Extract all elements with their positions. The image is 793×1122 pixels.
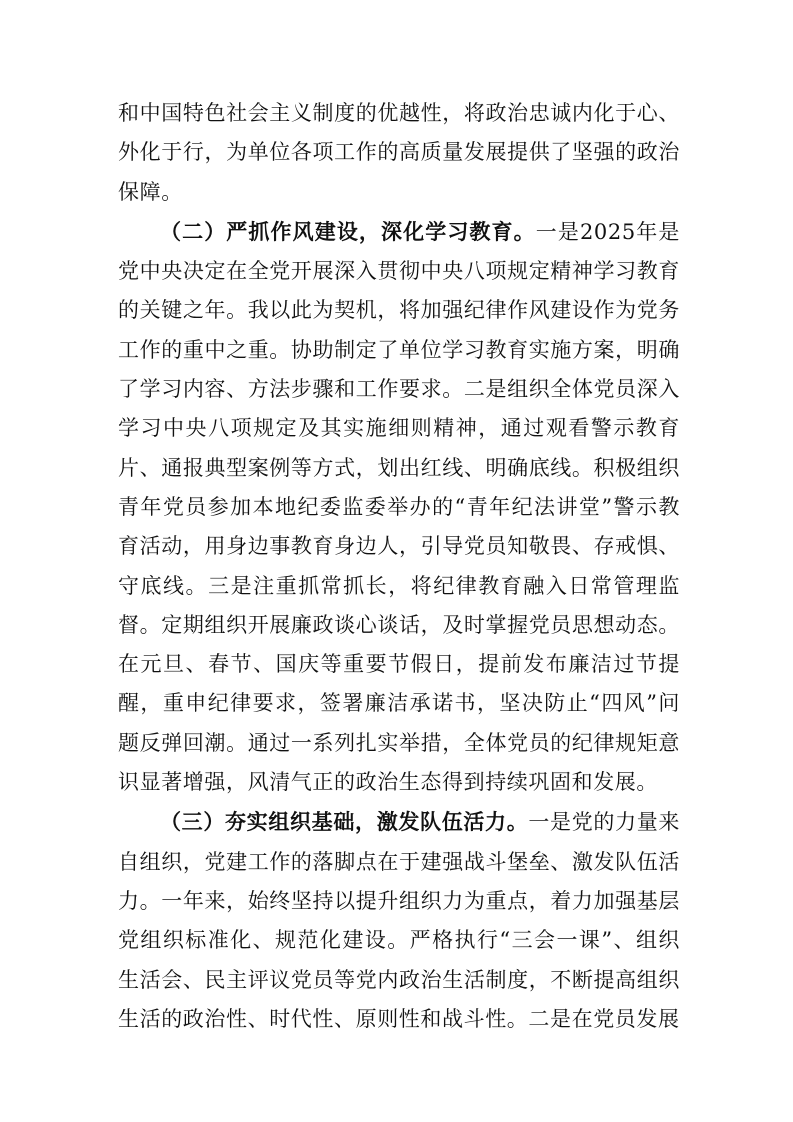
paragraph-3-text: 一是党的力量来自组织，党建工作的落脚点在于建强战斗堡垒、激发队伍活力。一年来，始终坚持以提升组织力为重点，着力加强基层党组织标准化、规范化建设。严格执行“三会一课”、组织生活会、民主评议党员等党内政治生活制度，不断提高组织生活的政治性、时代性、原则性和战斗性。二是在党员发展 [118,810,681,1031]
section-heading-3: （三）夯实组织基础，激发队伍活力。 [160,809,529,835]
paragraph-1-text: 和中国特色社会主义制度的优越性，将政治忠诚内化于心、外化于行，为单位各项工作的高质量发展提供了坚强的政治保障。 [118,101,680,204]
paragraph-2 [118,212,680,802]
paragraph-1 [118,94,680,212]
paragraph-2-text: 一是2025年是党中央决定在全党开展深入贯彻中央八项规定精神学习教育的关键之年。我以此为契机，将加强纪律作风建设作为党务工作的重中之重。协助制定了单位学习教育实施方案，明确了学习内容、方法步骤和工作要求。二是组织全体党员深入学习中央八项规定及其实施细则精神，通过观看警示教育片、通报典型案例等方式，划出红线、明确底线。积极组织青年党员参加本地纪委监委举办的“青年纪法讲堂”警示教育活动，用身边事教育身边人，引导党员知敬畏、存戒惧、守底线。三是注重抓常抓长，将纪律教育融入日常管理监督。定期组织开展廉政谈心谈话，及时掌握党员思想动态。在元旦、春节、国庆等重要节假日，提前发布廉洁过节提醒，重申纪律要求，签署廉洁承诺书，坚决防止“四风”问题反弹回潮。通过一系列扎实举措，全体党员的纪律规矩意识显著增强，风清气正的政治生态得到持续巩固和发展。 [118,219,681,795]
document-page [118,94,680,1039]
paragraph-3 [118,802,680,1039]
section-heading-2: （二）严抓作风建设，深化学习教育。 [160,218,536,244]
